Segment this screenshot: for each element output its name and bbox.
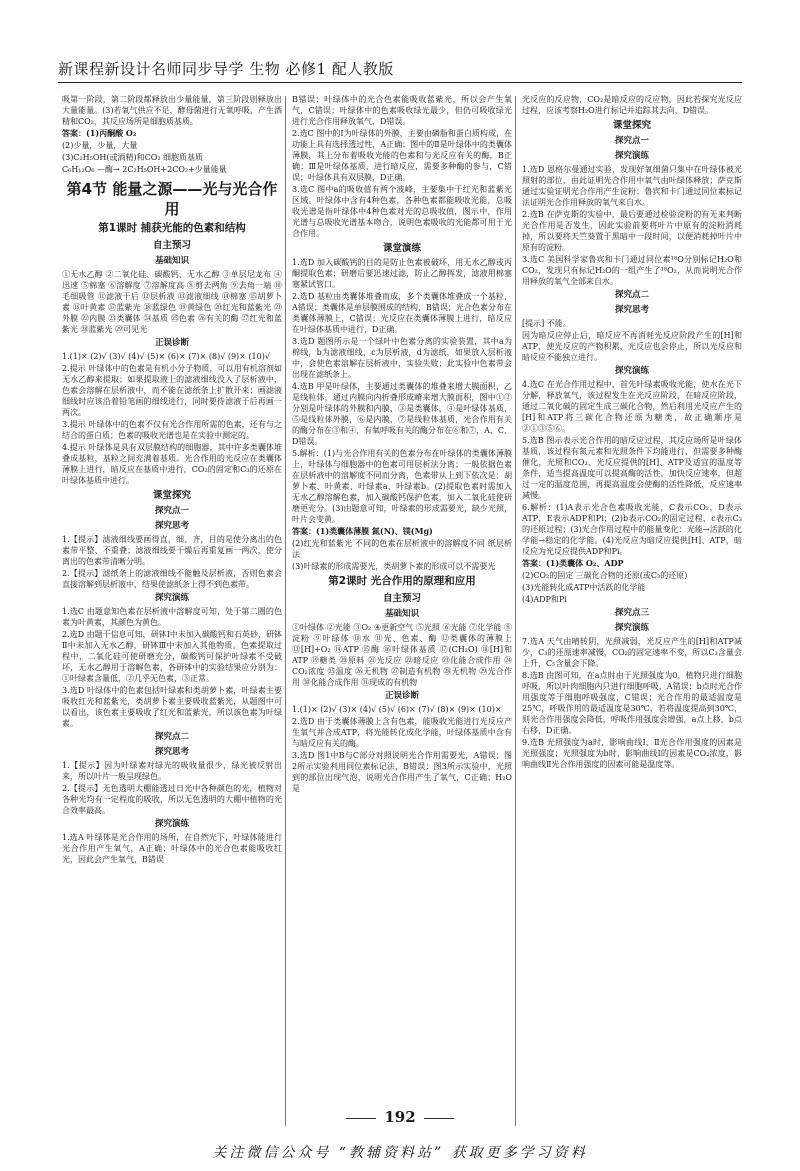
heading-practice: 探究演练 [154, 593, 189, 603]
answer-line: (3)C₂H₅OH(或酒精)和CO₂ 细胞质基质 [62, 153, 204, 162]
paragraph: 1.【提示】滤液细线要画得直、细、齐，目的是使分离出的色素带平整、不重叠；滤液细线要干燥后再重复画一两次，使分离出的色素带清晰分明。 [62, 535, 282, 566]
paragraph: 2.提示 叶绿体中的色素是有机小分子物质，可以用有机溶剂如无水乙醇来提取；如果提取液上的滤液细线没入了层析液中，色素会溶解在层析液中，而不能在滤纸条上扩散开来；画滤液细线时应该沿着铅笔画的细线进行，同时要待滤液干后再画一两次。 [62, 364, 282, 417]
answer: 答案：(1)类囊体 O₂、ADP [522, 558, 624, 568]
heading-point-1: 探究点一 [614, 136, 649, 146]
paragraph: 1.(1)× (2)√ (3)× (4)√ (5)√ (6)× (7)√ (8)× (9)× (10)× [292, 705, 502, 714]
page-number [0, 1108, 800, 1126]
heading-class-explore: 课堂探究 [152, 490, 191, 501]
paragraph: 2.选D 由于类囊体薄膜上含有色素，能吸收光能进行光反应产生氧气并合成ATP，将光能转化成化学能，叶绿体基质中含有与暗反应有关的酶。 [292, 717, 512, 748]
paragraph: 3.选D 题图所示是一个绿叶中色素分离的实验装置，其中a为棉线，b为滤液细线，c为层析液，d为滤纸，如果放入层析液中，会使色素溶解在层析液中，实验失败；此实验中色素带会出现在滤纸条上。 [292, 337, 512, 379]
page-header [58, 54, 742, 83]
paragraph: 2.选C 图中的Ⅰ为叶绿体的外膜，主要由磷脂和蛋白质构成，在功能上具有选择透过性，A正确；图中的Ⅱ是叶绿体中的类囊体薄膜，其上分布着吸收光能的色素和与光反应有关的酶，B正确；Ⅲ是叶绿体基质，进行暗反应，需要多种酶的参与，C错误；叶绿体具有双层膜，D正确。 [292, 129, 512, 182]
answer-line: (4)ADP和Pi [522, 595, 567, 604]
answer: 答案：(1)丙酮酸 O₂ [62, 128, 137, 138]
paragraph: 6.解析：(1)A表示光合色素吸收光能，C表示CO₂，D表示ATP，E表示ADP和Pi；(2)b表示CO₂的固定过程，c表示C₃的还原过程；(3)光合作用过程中的能量变化：光能→活跃的化学能→稳定的化学能。(4)光反应为暗反应提供[H]、ATP，暗反应为光反应提供ADP和Pi。 [522, 503, 742, 556]
column-divider-2 [515, 96, 516, 1126]
heading-basics: 基础知识 [154, 256, 189, 266]
heading-thinking: 探究思考 [614, 305, 649, 315]
column-3 [522, 94, 742, 1129]
heading-class-practice: 课堂演练 [382, 243, 421, 254]
paragraph: 2.选B 在萨克斯的实验中，最后要通过检验淀粉的有无来判断光合作用是否发生，因此实验前要将叶片中原有的淀粉消耗掉，所以要将天竺葵置于黑暗中一段时间，以便消耗掉叶片中原有的淀粉。 [522, 210, 742, 252]
paragraph: 因为暗反应停止后，暗反应不再消耗光反应阶段产生的[H]和ATP，使光反应的产物积累，光反应也会停止，所以光反应和暗反应不能独立进行。 [522, 331, 742, 362]
heading-thinking: 探究思考 [154, 747, 189, 757]
paragraph: 9.选B 光照强度为a时，影响曲线Ⅰ、Ⅱ光合作用强度的因素是光照强度；光照强度为b时，影响曲线Ⅰ的因素是CO₂浓度，影响曲线Ⅱ光合作用强度的因素可能是温度等。 [522, 738, 742, 769]
heading-practice: 探究演练 [614, 151, 649, 161]
heading-point-3: 探究点三 [614, 608, 649, 618]
paragraph: 3.选C 图中a的吸收值有两个波峰，主要集中于红光和蓝紫光区域。叶绿体中含有4种色素，各种色素都能吸收光能，总吸收光谱是指叶绿体中4种色素对光的总吸收值，图示中，作用光谱与总吸收光谱基本吻合，说明色素吸收的光能都可用于光合作用。 [292, 185, 512, 238]
footer-watermark: 关注微信公众号 “教辅资料站” 获取更多学习资料 [212, 1145, 588, 1161]
paragraph: 3.选C 美国科学家鲁宾和卡门通过同位素¹⁸O分别标记H₂O和CO₂，发现只有标记H₂O的一组产生了¹⁸O₂，从而说明光合作用释放的氧气全部来自水。 [522, 255, 742, 286]
page-number-dash-right [424, 1118, 454, 1119]
paragraph: 4.选C 在光合作用过程中，首先叶绿素吸收光能，使水在光下分解，释放氧气，该过程发生在光反应阶段，在暗反应阶段，通过二氧化碳的固定生成三碳化合物，然后利用光反应产生的[H]和ATP将三碳化合物还原为糖类，故正确顺序是②①③⑤⑥。 [522, 380, 742, 433]
heading-basics: 基础知识 [384, 609, 419, 619]
paragraph: 2.【提示】滤纸条上的滤液细线不能触及层析液，否则色素会直接溶解到层析液中，结果使滤纸条上得不到色素带。 [62, 569, 282, 589]
answer: 答案：(1)类囊体薄膜 氮(N)、镁(Mg) [292, 526, 433, 536]
heading-point-2: 探究点二 [154, 732, 189, 742]
heading-diagnosis: 正误诊断 [384, 691, 419, 701]
paragraph: 5.解析：(1)与光合作用有关的色素分布在叶绿体的类囊体薄膜上，叶绿体与细胞器中的色素可用层析法分离；一般依据色素在层析液中的溶解度不同而分离，色素带从上到下依次是：胡萝卜素、叶黄素、叶绿素a、叶绿素b。(2)提取色素时需加入无水乙醇溶解色素，加入碳酸钙保护色素，加入二氧化硅使研磨更充分。(3)由题意可知，叶绿素的形成需要光，缺少光照，叶片会变黄。 [292, 449, 512, 524]
equation: C₆H₁₂O₆ —酶→ 2C₂H₅OH+2CO₂+少量能量 [62, 165, 227, 174]
paragraph: 2.【提示】无色透明大棚能透过日光中各种颜色的光，植物对各种光均有一定程度的吸收，所以无色透明的大棚中植物的光合效率最高。 [62, 784, 282, 815]
paragraph: ①叶绿体 ②光能 ③O₂ ④更新空气 ⑤光照 ⑥光能 ⑦化学能 ⑧淀粉 ⑨叶绿体 ⑩水 ⑪光、色素、酶 ⑫类囊体的薄膜上 ⑬[H]+O₂ ⑭ATP ⑮酶 ⑯叶绿体基质 ⑰(CH₂O) ⑱[H]和ATP ⑲糖类 ⑳原料 ㉑光反应 ㉒暗反应 ㉓化能合成作用 ㉔CO₂浓度 ㉕温度 ㉖无机物 ㉗制造有机物 ㉘无机物 ㉙光合作用 ㉚化能合成作用 ㉛现成的有机物 [292, 623, 512, 687]
paragraph: B错误；叶绿体中的光合色素能吸收蓝紫光，所以会产生氧气，C错误；叶绿体中的色素吸收绿光最少，但仍可吸收绿光进行光合作用释放氧气，D错误。 [292, 95, 512, 126]
heading-practice: 探究演练 [614, 623, 649, 633]
paragraph: 4.选B 甲是叶绿体，主要通过类囊体的堆叠来增大膜面积，乙是线粒体，通过内膜向内折叠形成嵴来增大膜面积，图中①②分别是叶绿体的外膜和内膜，③是类囊体，④是叶绿体基质，⑤是线粒体外膜，⑥是内膜，⑦是线粒体基质，光合作用有关的酶分布在③和④，有氧呼吸有关的酶分布在⑥和⑦，A、C、D错误。 [292, 382, 512, 446]
paragraph: 2.选D 基粒由类囊体堆叠而成，多个类囊体堆叠成一个基粒，A错误；类囊体是单层膜围成的结构，B错误；光合色素分布在类囊体薄膜上，C错误；光反应在类囊体薄膜上进行，暗反应在叶绿体基质中进行，D正确。 [292, 292, 512, 334]
paragraph: 7.选A 天气由晴转阴，光照减弱，光反应产生的[H]和ATP减少，C₃的还原速率减慢，CO₂的固定速率不变，所以C₃含量会上升，C₅含量会下降。 [522, 637, 742, 668]
paragraph: 4.提示 叶绿体是具有双层膜结构的细胞器，其中许多类囊体堆叠成基粒，基粒之间充满着基质。光合作用的光反应在类囊体薄膜上进行，暗反应在基质中进行，CO₂的固定和C₃的还原在叶绿体基质中进行。 [62, 443, 282, 485]
answer-line: (2)CO₂的固定 三碳化合物的还原(或C₃的还原) [522, 571, 688, 580]
page-number-dash-left [346, 1118, 376, 1119]
paragraph: [提示] 不能。 [522, 319, 571, 328]
heading-point-1: 探究点一 [154, 506, 189, 516]
paragraph: 1.选C 由题意知色素在层析液中溶解度可知，处于第二圈的色素为叶黄素，其颜色为黄色。 [62, 607, 282, 627]
paragraph: 光反应的反应物，CO₂是暗反应的反应物，因此若探究光反应过程，应该考察H₂O进行标记并追踪其去向，D错误。 [522, 95, 742, 115]
answer-line: (3)光能转化成ATP中活跃的化学能 [522, 583, 646, 592]
answer-line: (3)叶绿素的形成需要光，类胡萝卜素的形成可以不需要光 [292, 562, 496, 571]
paragraph: 1.选A 叶绿体是光合作用的场所，在自然光下，叶绿体能进行光合作用产生氧气，A正确；叶绿体中的光合色素能吸收红光，因此会产生氧气，B错误 [62, 833, 282, 864]
heading-class-explore: 课堂探究 [612, 120, 651, 131]
heading-self-study: 自主预习 [382, 593, 421, 604]
heading-practice: 探究演练 [614, 366, 649, 376]
paragraph: 8.选B 由图可知，在a点时由于光照强度为0，植物只进行细胞呼吸，所以叶肉细胞内只进行细胞呼吸，A错误；b点时光合作用强度等于细胞呼吸强度，C错误；光合作用的最适温度是25℃，呼吸作用的最适温度是30℃，若将温度提高到30℃，则光合作用强度会降低，呼吸作用强度会增强，a点上移，b点右移，D正确。 [522, 671, 742, 735]
paragraph: 1.【提示】因为叶绿素对绿光的吸收量很少，绿光被反射出来，所以叶片一般呈现绿色。 [62, 761, 282, 781]
header-title: 新课程新设计名师同步导学 生物 必修1 配人教版 [58, 60, 394, 78]
section-title: 第4节 能量之源——光与光合作用 [66, 180, 278, 218]
heading-diagnosis: 正误诊断 [154, 338, 189, 348]
paragraph: 吸第一阶段，第二阶段都释放出少量能量，第三阶段则释放出大量能量。(3)若氧气供应不足，酵母菌进行无氧呼吸，产生酒精和CO₂，其反应场所是细胞质基质。 [62, 95, 282, 126]
heading-self-study: 自主预习 [152, 240, 191, 251]
column-2 [292, 94, 512, 1129]
paragraph: 1.选D 恩格尔曼通过实验，发现好氧细菌只集中在叶绿体被光照射的部位，由此证明光合作用中氧气由叶绿体释放；萨克斯通过实验证明光合作用产生淀粉；鲁宾和卡门通过同位素标记法证明光合作用释放的氧气来自水。 [522, 165, 742, 207]
paragraph: 3.选D 图1中B与C部分对照说明光合作用需要光，A错误；图2所示实验利用同位素标记法，B错误；图3所示实验中，光照到的部位出现气泡，说明光合作用产生了氧气，C正确；H₂O是 [292, 751, 512, 793]
page-number-value: 192 [384, 1108, 416, 1126]
column-1 [62, 94, 282, 1129]
heading-practice: 探究演练 [154, 819, 189, 829]
paragraph: 5.选B 图示表示光合作用的暗反应过程，其反应场所是叶绿体基质，该过程有氮元素和光照条件下均能进行，但需要多种酶催化，光照和CO₂、光反应提供的[H]、ATP及适宜的温度等条件，适当提高温度可以提高酶的活性，加快反应速率，但超过一定的温度范围，再提高温度会使酶的活性降低，反应速率减慢。 [522, 436, 742, 500]
paragraph: 3.提示 叶绿体中的色素不仅有光合作用所需的色素，还有与之结合的蛋白质；色素的吸收光谱也是在实验中测定的。 [62, 420, 282, 440]
paragraph: 1.(1)× (2)√ (3)√ (4)√ (5)× (6)× (7)× (8)√ (9)× (10)√ [62, 352, 270, 361]
paragraph: ①无水乙醇 ②二氧化硅、碳酸钙、无水乙醇 ③单层尼龙布 ④迅速 ⑤棉塞 ⑥溶解度 ⑦溶解度高 ⑧剪去两角 ⑨去角一端 ⑩毛细吸管 ⑪滤液干后 ⑫层析液 ⑬滤液细线 ⑭棉塞 ⑮胡萝卜素 ⑯叶黄素 ⑰蓝紫光 ⑱蓝绿色 ⑲黄绿色 ⑳红光和蓝紫光 ㉑外膜 ㉒内膜 ㉓类囊体 ㉔基质 ㉕色素 ㉖有关的酶 ㉗红光和蓝紫光 ㉘蓝紫光 ㉙可见光 [62, 270, 282, 334]
paragraph: 3.选D 叶绿体中的色素包括叶绿素和类胡萝卜素，叶绿素主要吸收红光和蓝紫光，类胡萝卜素主要吸收蓝紫光，从题图中可以看出，该色素主要吸收了红光和蓝紫光，所以该色素为叶绿素。 [62, 686, 282, 728]
lesson-title: 第2课时 光合作用的原理和应用 [328, 575, 476, 587]
column-divider-1 [285, 96, 286, 1126]
answer-line: (2)少量，少量，大量 [62, 141, 138, 150]
paragraph: 2.选D 由题干信息可知，研钵Ⅰ中未加入碳酸钙和石英砂，研钵Ⅱ中未加入无水乙醇，研钵Ⅲ中未加入其他物质。色素提取过程中，二氧化硅可使研磨充分，碳酸钙可保护叶绿素不受破坏，无水乙醇用于溶解色素，各研钵中的实验结果应分别为：①叶绿素含量低，②几乎无色素，③正常。 [62, 630, 282, 683]
answer-line: (2)红光和蓝紫光 不同的色素在层析液中的溶解度不同 纸层析法 [292, 539, 512, 559]
lesson-title: 第1课时 捕获光能的色素和结构 [98, 222, 246, 234]
paragraph: 1.选D 加入碳酸钙的目的是防止色素被破坏，用无水乙醇或丙酮提取色素；研磨后要迅速过滤，防止乙醇挥发，滤液用棉塞塞紧试管口。 [292, 258, 512, 289]
heading-thinking: 探究思考 [154, 521, 189, 531]
heading-point-2: 探究点二 [614, 290, 649, 300]
